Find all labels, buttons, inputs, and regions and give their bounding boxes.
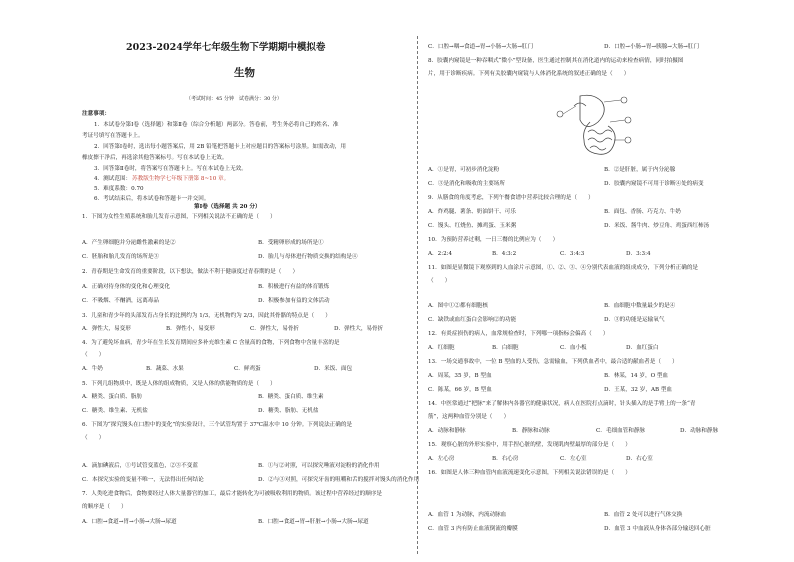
note-line: 2．回答第Ⅰ卷时，选出每小题答案后，用 2B 铅笔把答题卡上对应题目的答案标号涂黑。如需改动，用 — [94, 144, 346, 150]
question-line: A．图中①②都有细胞核 — [428, 303, 488, 309]
question-line: B．4:3:2 — [492, 251, 517, 257]
question-line: C．3:4:3 — [560, 251, 585, 257]
question-line: A．糖类、蛋白质、脂肪 — [82, 394, 142, 400]
question-line: B．口腔→食道→胃→肝脏→小肠→大肠→尿道 — [258, 519, 369, 525]
question-line: （ ） — [82, 435, 105, 441]
subject-heading: 生物 — [234, 67, 255, 79]
question-line: D．王某，32 岁，AB 型血 — [604, 387, 673, 393]
question-line: D．右心室 — [626, 456, 653, 462]
question-line: B．②是肝脏，属于内分泌腺 — [604, 167, 676, 173]
question-line: A．动脉和静脉 — [428, 428, 466, 434]
question-line: C．血小板 — [560, 345, 587, 351]
question-line: B．蔬菜、水果 — [146, 366, 184, 372]
question-line: B．弹性小，易变形 — [166, 326, 215, 332]
question-line: B．林某，14 岁，O 型血 — [604, 373, 669, 379]
question-line: （ ） — [82, 352, 105, 358]
question-line: 16．如图是人体三种血管内血液流速变化示意图，下列相关说法错误的是（ ） — [428, 470, 631, 476]
note-line: 1．本试卷分第Ⅰ卷（选择题）和第Ⅱ卷（综合分析题）两部分。答卷前，考生务必将自己的姓名、准 — [94, 122, 339, 128]
question-line: 5．下列几组物质中，既是人体的组成物质，又是人体的供能物质的是（ ） — [82, 381, 276, 387]
question-line: D．血管 3 中血液从身体各部分输送回心脏 — [604, 526, 711, 532]
question-line: （ ） — [428, 278, 451, 284]
question-line: 2．青春期是生命发育的重要阶段，以下想法，做法不利于健康度过青春期的是（ ） — [82, 269, 299, 275]
question-line: B．血管 2 处可以进行气体交换 — [604, 512, 683, 518]
question-line: 12．有炎症损伤的病人，血常规检查时，下列哪一项指标会偏高（ ） — [428, 331, 609, 337]
question-line: C．馒头、红烧鱼、摊鸡蛋、玉米粥 — [428, 223, 517, 229]
section-heading: 第Ⅰ卷（选择题 共 20 分） — [194, 204, 261, 210]
digestive-system-figure — [550, 92, 642, 170]
note-scope: 苏教版生物学七年级下册第 8~10 章。 — [132, 176, 230, 182]
question-line: 6．下图为“探究馒头在口腔中的变化”的实验设计，三个试管均置于 37℃温水中 10 分钟。下列说法正确的是 — [82, 422, 353, 428]
left-column — [82, 0, 420, 562]
question-line: 9．从膳食的角度考虑，下列午餐食谱中营养比较合理的是（ ） — [428, 195, 594, 201]
question-line: 14．中医常通过“把脉”来了解体内各器官的健康状况，病人在医院打点滴时，针头插入的是手臂上的一条“青 — [428, 401, 696, 407]
note-line: 3．回答第Ⅱ卷时，将答案写在答题卡上。写在本试卷上无效。 — [94, 166, 247, 172]
question-line: B．白细胞 — [492, 345, 519, 351]
question-line: B．面包、香肠、巧克力、牛奶 — [604, 209, 681, 215]
question-line: B．右心房 — [492, 456, 519, 462]
question-line: A．左心房 — [428, 456, 455, 462]
question-line: D．米饭、面包 — [314, 366, 353, 372]
question-line: 10．为预防营养过剩，一日三餐的比例应为（ ） — [428, 237, 559, 243]
question-line: C．缺铁或血红蛋白会影响②的功能 — [428, 317, 517, 323]
question-line: C．弹性大，易骨折 — [250, 326, 300, 332]
notes-heading: 注意事项： — [82, 111, 110, 117]
question-line: A．①是胃，可初步消化淀粉 — [428, 167, 500, 173]
question-line: B．静脉和动脉 — [512, 428, 550, 434]
question-line: 筋”，这两种血管分别是（ ） — [428, 414, 510, 420]
question-line: A．红细胞 — [428, 345, 455, 351]
question-line: A．滴加碘液后，①号试管变蓝色，②③不变蓝 — [82, 463, 198, 469]
question-line: B．受精卵形成的场所是① — [258, 240, 324, 246]
question-line: 13．一场交通事故中，一位 B 型血的人受伤，急需输血，下列供血者中，最合适的献血者是（ ） — [428, 359, 678, 365]
question-line: D．胎儿与母体进行物质交换的结构是④ — [258, 254, 358, 260]
note-line: 5．难度系数：0.70 — [94, 186, 144, 192]
question-line: D．3:3:4 — [626, 251, 651, 257]
question-line: C．左心室 — [560, 456, 587, 462]
question-line: D．③的功能是运输氧气 — [604, 317, 665, 323]
question-line: A．牛奶 — [82, 366, 103, 372]
question-line: C．口腔→咽→食道→胃→小肠→大肠→肛门 — [428, 44, 534, 50]
question-line: D．糖类、脂肪、无机盐 — [258, 408, 319, 414]
note-line: 4．测试范围： — [94, 176, 132, 182]
question-line: C．糖类、维生素、无机盐 — [82, 408, 148, 414]
question-line: A．周某，35 岁，B 型血 — [428, 373, 492, 379]
question-line: C．血管 3 内有防止血液倒流的瓣膜 — [428, 526, 518, 532]
question-line: 片，用于诊断疾病。下列有关胶囊内窥镜与人体消化系统的叙述正确的是（ ） — [428, 71, 630, 77]
question-line: 11．如图是显微镜下观察到的人血涂片示意图，①、②、③、④分别代表血液的组成成分，下列分析正确的是 — [428, 265, 699, 271]
question-line: C．胚胎和胎儿发育的场所是③ — [82, 254, 159, 260]
question-line: A．2:2:4 — [428, 251, 453, 257]
question-line: 15．观察心脏的外形实验中，用手捏心脏的壁，发现肌肉壁最厚的部分是（ ） — [428, 442, 631, 448]
question-line: 的顺序是（ ） — [82, 504, 127, 510]
exam-meta: （考试时间：45 分钟 试卷满分：30 分） — [186, 96, 282, 102]
column-divider — [417, 36, 418, 554]
question-line: C．陈某，66 岁，B 型血 — [428, 387, 492, 393]
question-line: D．积极参加有益的文体活动 — [258, 298, 330, 304]
question-line: C．本探究实验的变量不唯一，无法得出任何结论 — [82, 477, 204, 483]
question-line: D．胶囊内窥镜不可用于诊断④处的病变 — [604, 181, 704, 187]
question-line: 8．胶囊内窥镜是一种吞咽式“微小”型设备，医生通过控制其在消化道内的运动来检查病情，同时拍摄图 — [428, 58, 684, 64]
note-line: 橡皮擦干净后，再选涂其他答案标号。写在本试卷上无效。 — [82, 155, 228, 161]
question-line: D．②与③对照，可探究牙齿的咀嚼和舌的搅拌对馒头的消化作用 — [258, 477, 420, 483]
question-line: 4．为了避免坏血病，青少年在生长发育期间应多补充维生素 C 含量高的食物，下列食物中含量丰富的是 — [82, 340, 340, 346]
question-line: D．口腔→小肠→胃→胰腺→大肠→肛门 — [604, 44, 700, 50]
question-line: A．产生卵细胞并分泌雌性激素的是② — [82, 240, 176, 246]
question-line: D．血红蛋白 — [626, 345, 659, 351]
question-line: 3．儿童和青少年的头部发育占身长的比例约为 1/3，无机物约为 2/3，因此其骨骼的特点是（ ） — [82, 313, 331, 319]
right-column — [428, 0, 764, 562]
question-line: C．鲜鸡蛋 — [234, 366, 261, 372]
exam-title: 2023-2024学年七年级生物下学期期中模拟卷 — [126, 42, 326, 53]
question-line: D．弹性大，易骨折 — [334, 326, 384, 332]
question-line: 7．人类吃进食物后，食物要经过人体大量器官的加工，最后才能转化为可被吸收利用的物质。该过程中营养经过的顺序是 — [82, 491, 383, 497]
question-line: B．①与②对照，可以探究唾液对淀粉的消化作用 — [258, 463, 380, 469]
question-line: B．糖类、蛋白质、维生素 — [258, 394, 324, 400]
question-line: A．口腔→食道→胃→小肠→大肠→尿道 — [82, 519, 177, 525]
question-line: A．弹性大，易变形 — [82, 326, 131, 332]
question-line: B．血细胞中数量最少的是④ — [604, 303, 676, 309]
note-line: 考证号填写在答题卡上。 — [82, 133, 144, 139]
question-line: D．米饭、酱牛肉、炒豆角、鸡蛋西红柿汤 — [604, 223, 710, 229]
question-line: A．正确对待身体的变化和心理变化 — [82, 284, 170, 290]
question-line: C．③是消化和吸收的主要场所 — [428, 181, 505, 187]
question-line: 1．下图为女性生殖系统和胎儿发育示意图，下列相关说法不正确的是（ ） — [82, 214, 276, 220]
question-line: D．动脉和静脉 — [680, 428, 719, 434]
question-line: C．毛细血管和静脉 — [596, 428, 646, 434]
question-line: C．不吸烟、不酗酒，远离毒品 — [82, 298, 159, 304]
note-line: 6．考试结束后，将本试卷和答题卡一并交回。 — [94, 196, 210, 202]
question-line: A．炸鸡腿、薯条、奶油饼干、可乐 — [428, 209, 516, 215]
question-line: B．积极进行有益的体育锻炼 — [258, 284, 330, 290]
question-line: A．血管 1 为动脉，内流动脉血 — [428, 512, 507, 518]
